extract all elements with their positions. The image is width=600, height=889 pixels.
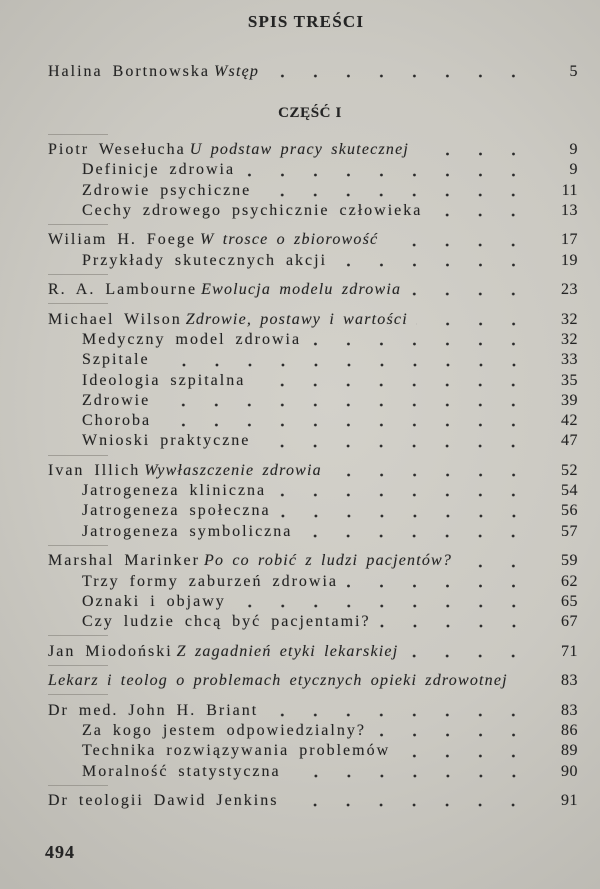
subentry-page: 33	[561, 351, 578, 369]
subentry-page: 32	[561, 330, 578, 348]
entry-author: Dr med. John H. Briant	[48, 701, 259, 719]
dot-leader	[279, 501, 530, 521]
toc-subentry	[48, 721, 578, 741]
toc-subentry	[48, 181, 578, 201]
entry-label	[48, 791, 278, 811]
dot-leader	[286, 791, 530, 811]
toc-entry	[48, 62, 578, 82]
subentry-page: 65	[561, 592, 578, 610]
dot-leader	[158, 350, 530, 370]
subentry-page: 62	[561, 572, 578, 590]
entry-page: 9	[569, 140, 578, 158]
divider	[48, 303, 108, 304]
subentry-label: Cechy zdrowego psychicznie człowieka	[82, 201, 423, 219]
subentry-page: 56	[561, 502, 578, 520]
subentry-page: 9	[569, 161, 578, 179]
subentry-page: 42	[561, 412, 578, 430]
dot-leader	[416, 310, 530, 330]
entry-title: Z zagadnień etyki lekarskiej	[176, 642, 399, 660]
divider	[48, 635, 108, 636]
dot-leader	[267, 62, 530, 82]
toc-entry	[48, 140, 578, 160]
entry-label	[48, 280, 401, 300]
toc-entry	[48, 551, 578, 571]
subentry-label: Trzy formy zaburzeń zdrowia	[82, 572, 339, 590]
entry-page: 17	[561, 231, 578, 249]
dot-leader	[417, 140, 530, 160]
toc-subentry	[48, 330, 578, 350]
dot-leader	[289, 762, 530, 782]
subentry-label: Jatrogeneza kliniczna	[82, 482, 267, 500]
entry-author: Piotr Wesełucha	[48, 140, 186, 158]
subentry-page: 35	[561, 371, 578, 389]
divider	[48, 134, 108, 135]
toc-subentry	[48, 612, 578, 632]
entry-author: Ivan Illich	[48, 461, 141, 479]
entry-author: Dr teologii Dawid Jenkins	[48, 791, 279, 809]
dot-leader	[346, 572, 530, 592]
entry-page: 91	[561, 791, 578, 809]
dot-leader	[158, 391, 530, 411]
entry-page: 59	[561, 552, 578, 570]
entry-label	[48, 551, 452, 571]
subentry-page: 39	[561, 391, 578, 409]
toc-entry	[48, 310, 578, 330]
divider	[48, 665, 108, 666]
entry-title: Ewolucja modelu zdrowia	[201, 281, 402, 299]
subentry-page: 11	[561, 181, 578, 199]
subentry-label: Za kogo jestem odpowiedzialny?	[82, 721, 366, 739]
toc-subentry	[48, 391, 578, 411]
entry-label	[48, 310, 408, 330]
entry-label	[48, 230, 378, 250]
entry-title: U podstaw pracy skutecznej	[189, 140, 410, 158]
toc-entry	[48, 280, 578, 300]
divider	[48, 224, 108, 225]
dot-leader	[253, 371, 530, 391]
toc-subentry	[48, 160, 578, 180]
toc-entry	[48, 230, 578, 250]
toc-group	[48, 131, 578, 221]
toc-subentry	[48, 741, 578, 761]
subentry-label: Choroba	[82, 412, 152, 430]
subentry-page: 13	[561, 201, 578, 219]
entry-label	[48, 140, 409, 160]
divider	[48, 545, 108, 546]
entry-label	[48, 671, 508, 691]
entry-page: 23	[561, 281, 578, 299]
toc-subentry	[48, 481, 578, 501]
subentry-label: Jatrogeneza symboliczna	[82, 522, 293, 540]
subentry-page: 86	[561, 721, 578, 739]
dot-leader	[379, 612, 530, 632]
toc-group	[48, 452, 578, 542]
dot-leader	[409, 280, 530, 300]
subentry-page: 19	[561, 251, 578, 269]
dot-leader	[430, 201, 530, 221]
subentry-label: Jatrogeneza społeczna	[82, 502, 271, 520]
entry-author: Marshal Marinker	[48, 552, 200, 570]
dot-leader	[159, 411, 530, 431]
subentry-page: 89	[561, 742, 578, 760]
toc-subentry	[48, 201, 578, 221]
subentry-label: Przykłady skutecznych akcji	[82, 251, 328, 269]
subentry-page: 57	[561, 522, 578, 540]
entry-title: Wstęp	[213, 63, 260, 80]
dot-leader	[243, 160, 530, 180]
dot-leader	[274, 481, 530, 501]
subentry-label: Wnioski praktyczne	[82, 432, 251, 450]
toc-group	[48, 221, 578, 271]
toc-entry	[48, 701, 578, 721]
entry-author: Jan Miodoński	[48, 642, 173, 660]
subentry-label: Oznaki i objawy	[82, 592, 226, 610]
dot-leader	[460, 551, 530, 571]
divider	[48, 694, 108, 695]
entry-author: Michael Wilson	[48, 310, 182, 328]
entry-author: Halina Bortnowska	[48, 63, 210, 80]
dot-leader	[258, 431, 530, 451]
subentry-label: Szpitale	[82, 351, 150, 369]
toc-subentry	[48, 501, 578, 521]
subentry-page: 67	[561, 613, 578, 631]
toc-group	[48, 300, 578, 451]
toc-group	[48, 691, 578, 781]
subentry-label: Technika rozwiązywania problemów	[82, 742, 391, 760]
toc-entry	[48, 642, 578, 662]
toc-entry	[48, 461, 578, 481]
entry-page: 83	[561, 672, 578, 690]
dot-leader	[234, 592, 530, 612]
subentry-label: Ideologia szpitalna	[82, 371, 246, 389]
toc-group	[48, 662, 578, 691]
toc-group	[48, 271, 578, 300]
subentry-label: Moralność statystyczna	[82, 762, 281, 780]
entry-label	[48, 701, 258, 721]
dot-leader	[516, 671, 530, 691]
entry-title: W trosce o zbiorowość	[200, 231, 379, 249]
entry-page: 83	[561, 701, 578, 719]
toc-subentry	[48, 251, 578, 271]
entry-label	[48, 642, 398, 662]
toc-subentry	[48, 572, 578, 592]
dot-leader	[335, 251, 530, 271]
toc-subentry	[48, 411, 578, 431]
table-of-contents	[48, 131, 578, 811]
entry-page: 71	[561, 642, 578, 660]
entry-label	[48, 461, 322, 481]
dot-leader	[266, 701, 530, 721]
divider	[48, 455, 108, 456]
toc-group	[48, 542, 578, 632]
divider	[48, 785, 108, 786]
dot-leader	[374, 721, 530, 741]
entry-page: 5	[569, 63, 578, 80]
page-title: SPIS TREŚCI	[247, 12, 365, 31]
toc-subentry	[48, 431, 578, 451]
toc-subentry	[48, 350, 578, 370]
entry-title: Zdrowie, postawy i wartości	[185, 310, 408, 328]
subentry-label: Medyczny model zdrowia	[82, 330, 302, 348]
dot-leader	[259, 181, 530, 201]
part-heading: CZĘŚĆ I	[278, 105, 342, 121]
subentry-label: Czy ludzie chcą być pacjentami?	[82, 613, 371, 631]
page-number: 494	[45, 842, 75, 862]
dot-leader	[300, 522, 530, 542]
entry-title: Wywłaszczenie zdrowia	[144, 461, 322, 479]
subentry-label: Zdrowie psychiczne	[82, 181, 252, 199]
divider	[48, 274, 108, 275]
subentry-page: 90	[561, 762, 578, 780]
toc-group	[48, 782, 578, 811]
subentry-page: 47	[561, 432, 578, 450]
entry-author: Wiliam H. Foege	[48, 231, 196, 249]
subentry-label: Zdrowie	[82, 391, 151, 409]
toc-subentry	[48, 762, 578, 782]
toc-entry	[48, 671, 578, 691]
toc-subentry	[48, 592, 578, 612]
toc-subentry	[48, 522, 578, 542]
dot-leader	[330, 461, 530, 481]
entry-author: R. A. Lambourne	[48, 281, 198, 299]
dot-leader	[398, 741, 530, 761]
entry-page: 52	[561, 461, 578, 479]
dot-leader	[406, 642, 530, 662]
entry-page: 32	[561, 310, 578, 328]
toc-group	[48, 632, 578, 661]
entry-label	[48, 62, 259, 82]
entry-title: Lekarz i teolog o problemach etycznych opieki zdrowotnej	[48, 672, 508, 690]
toc-entry	[48, 791, 578, 811]
subentry-label: Definicje zdrowia	[82, 161, 236, 179]
dot-leader	[386, 230, 530, 250]
toc-subentry	[48, 371, 578, 391]
subentry-page: 54	[561, 482, 578, 500]
dot-leader	[309, 330, 530, 350]
entry-title: Po co robić z ludzi pacjentów?	[203, 552, 453, 570]
